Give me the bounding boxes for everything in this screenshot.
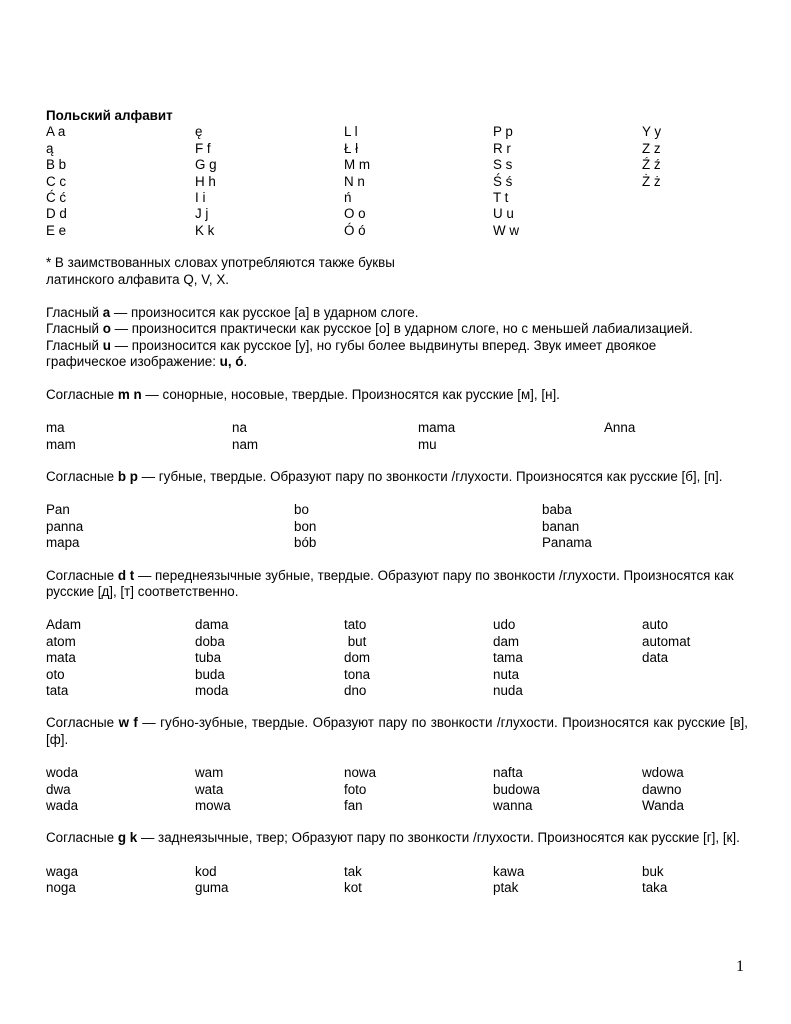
table-cell: E e [46,222,67,238]
vowel-u-line: Гласный u — произносится как русское [у], но губы более выдвинуты вперед. Звук имеет двоякое [46,337,657,353]
vowel-o-line: Гласный o — произносится практически как русское [о] в ударном слоге, но с меньшей лабиализацией. [46,321,693,337]
wf-words-table [46,765,748,814]
table-cell: tato [344,617,367,633]
table-cell: ą [46,140,54,156]
table-cell [642,223,748,239]
table-cell: tama [493,650,523,666]
table-cell: A a [46,124,66,140]
table-cell: wdowa [642,765,684,781]
table-cell: kot [344,880,362,896]
table-cell: H h [195,173,216,189]
table-cell: Y y [642,124,662,140]
gk-words-table [46,864,748,897]
table-cell: tona [344,666,371,682]
table-cell: but [344,633,367,649]
table-cell: guma [195,880,229,896]
table-cell: Panama [542,535,592,551]
table-cell: nam [232,436,259,452]
table-cell: I i [195,190,206,206]
vowel-a-line: Гласный a — произносится как русское [а] в ударном слоге. [46,305,419,321]
table-cell: M m [344,157,371,173]
table-cell: tak [344,863,362,879]
consonants-dt-description: Согласные d t — переднеязычные зубные, твердые. Образуют пару по звонкости /глухости. Произносятся как русские [д], [т] соответственно. [46,567,734,599]
table-cell: data [642,650,669,666]
dt-words-table [46,617,748,699]
consonants-bp-description: Согласные b p — губные, твердые. Образуют пару по звонкости /глухости. Произносятся как русские [б], [п]. [46,468,723,484]
alphabet-table [46,124,748,239]
table-cell: dno [344,682,367,698]
table-cell: nuda [493,682,523,698]
table-cell: Ó ó [344,222,366,238]
table-cell: bób [294,535,317,551]
vowel-u-line-2: графическое изображение: u, ó. [46,354,248,370]
table-cell: Z z [642,140,661,156]
table-cell: moda [195,682,229,698]
bp-words-table [46,502,748,551]
consonants-wf-description: Согласные w f — губно-зубные, твердые. Образуют пару по звонкости /глухости. Произносятся как русские [в], [ф]. [46,715,748,747]
table-cell: kod [195,863,217,879]
mn-words-table [46,420,748,453]
table-cell: ń [344,190,352,206]
table-cell: B b [46,157,67,173]
table-cell [604,437,748,453]
table-cell: wata [195,781,224,797]
table-cell: mu [418,436,437,452]
consonants-mn-description: Согласные m n — сонорные, носовые, твердые. Произносятся как русские [м], [н]. [46,386,560,402]
table-cell: mam [46,436,76,452]
table-cell: nowa [344,765,377,781]
table-cell: Pan [46,502,70,518]
document-body [46,108,748,897]
table-cell: baba [542,502,572,518]
table-cell: taka [642,880,668,896]
table-cell: Wanda [642,798,684,813]
table-cell: P p [493,124,513,140]
table-cell: U u [493,206,514,222]
table-cell: ma [46,420,65,436]
table-cell: buda [195,666,225,682]
table-cell: F f [195,140,211,156]
table-cell: banan [542,518,580,534]
table-cell: bo [294,502,309,518]
table-cell: J j [195,206,209,222]
table-cell: tata [46,682,69,698]
table-cell: C c [46,173,67,189]
table-cell [642,667,748,683]
table-cell: nuta [493,666,520,682]
table-cell: nafta [493,765,523,781]
table-cell: dom [344,650,371,666]
table-cell: dawno [642,781,682,797]
table-cell: panna [46,518,84,534]
table-cell: tuba [195,650,222,666]
page-number: 1 [736,958,744,975]
table-cell: atom [46,633,76,649]
table-cell: mapa [46,535,80,551]
table-cell: D d [46,206,67,222]
table-cell: na [232,420,247,436]
table-cell: oto [46,666,65,682]
table-cell: Anna [604,420,636,436]
table-cell: Ł ł [344,140,359,156]
table-cell: noga [46,880,76,896]
table-cell: dwa [46,781,71,797]
table-cell: waga [46,863,79,879]
table-cell: K k [195,222,215,238]
table-cell: S s [493,157,513,173]
table-cell: ę [195,124,203,140]
page-title: Польский алфавит [46,108,173,123]
table-cell [642,683,748,699]
note-line: латинского алфавита Q, V, X. [46,271,230,287]
table-cell: Ż ż [642,173,661,189]
table-cell: ptak [493,880,519,896]
table-cell [642,190,748,206]
table-cell: L l [344,124,358,140]
table-cell: auto [642,617,669,633]
table-cell: wam [195,765,224,781]
table-cell: dama [195,617,229,633]
table-cell: wada [46,798,79,813]
table-cell: Ć ć [46,190,67,206]
table-cell: udo [493,617,516,633]
table-cell: woda [46,765,79,781]
table-cell: buk [642,863,664,879]
table-cell: doba [195,633,225,649]
table-cell: Adam [46,617,81,633]
table-cell: wanna [493,798,533,813]
table-cell: R r [493,140,511,156]
table-cell: W w [493,222,520,238]
consonants-gk-description: Согласные g k — заднеязычные, твер; Образуют пару по звонкости /глухости. Произносятся как русские [г], [к]. [46,830,740,846]
table-cell: foto [344,781,367,797]
table-cell: T t [493,190,509,206]
table-cell: dam [493,633,520,649]
table-cell: bon [294,518,317,534]
table-cell: kawa [493,863,525,879]
table-cell: mata [46,650,76,666]
table-cell: automat [642,633,691,649]
table-cell [642,206,748,222]
table-cell: fan [344,798,363,813]
vowels-section [46,305,748,371]
table-cell: Ź ź [642,157,661,173]
table-cell: mowa [195,798,231,813]
table-cell: budowa [493,781,540,797]
table-cell: O o [344,206,366,222]
table-cell: Ś ś [493,173,513,189]
note [46,255,748,288]
table-cell: G g [195,157,217,173]
table-cell: mama [418,420,456,436]
table-cell: N n [344,173,365,189]
note-line: * В заимствованных словах употребляются также буквы [46,255,395,271]
